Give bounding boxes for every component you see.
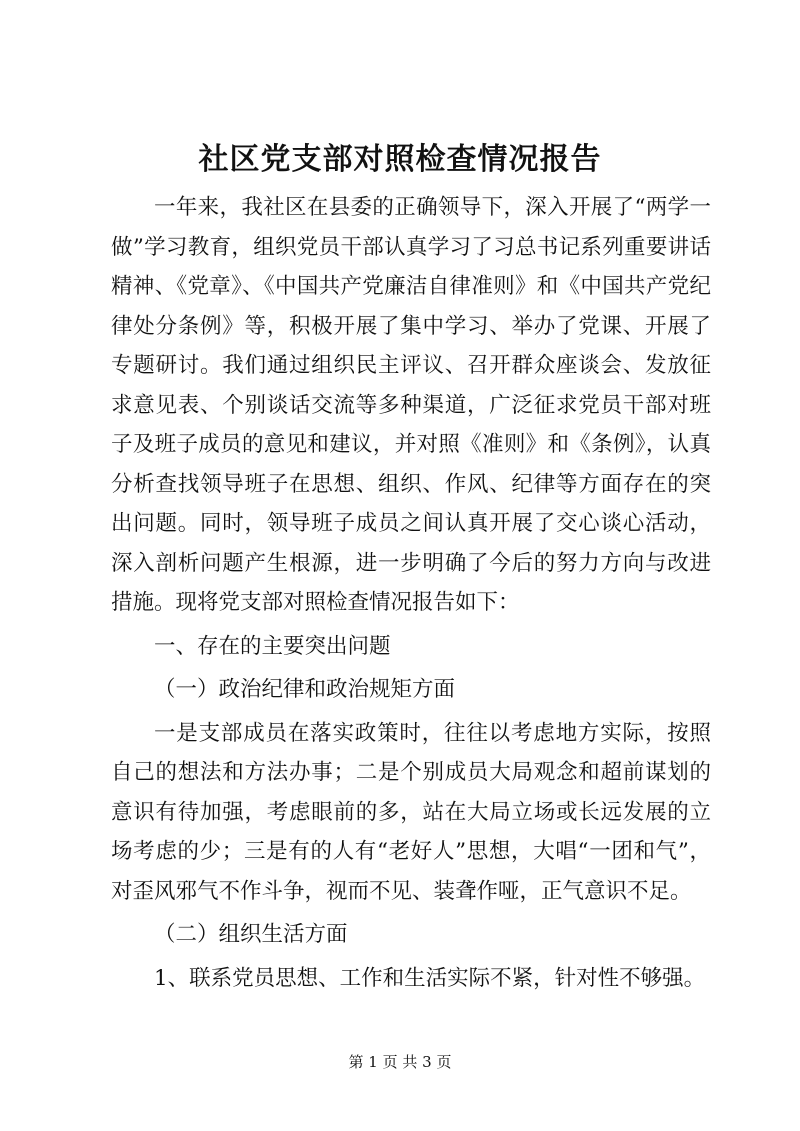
subsection-heading-political-discipline: （一）政治纪律和政治规矩方面 xyxy=(154,677,456,702)
subsection-heading-organizational-life: （二）组织生活方面 xyxy=(154,922,348,947)
page-number-footer: 第 1 页 共 3 页 xyxy=(348,1053,452,1071)
document-title: 社区党支部对照检查情况报告 xyxy=(198,142,602,177)
intro-paragraph: 一年来，我社区在县委的正确领导下，深入开展了“两学一做”学习教育，组织党员干部认真学习了习总书记系列重要讲话精神、《党章》、《中国共产党廉洁自律准则》和《中国共产党纪律处分条例》等，积极开展了集中学习、举办了党课、开展了专题研讨。我们通过组织民主评议、召开群众座谈会、发放征求意见表、个别谈话交流等多种渠道，广泛征求党员干部对班子及班子成员的意见和建议，并对照《准则》和《条例》，认真分析查找领导班子在思想、组织、作风、纪律等方面存在的突出问题。同时，领导班子成员之间认真开展了交心谈心活动，深入剖析问题产生根源，进一步明确了今后的努力方向与改进措施。现将党支部对照检查情况报告如下： xyxy=(111,195,711,615)
political-discipline-paragraph: 一是支部成员在落实政策时，往往以考虑地方实际，按照自己的想法和方法办事；二是个别成员大局观念和超前谋划的意识有待加强，考虑眼前的多，站在大局立场或长远发展的立场考虑的少；三是有的人有“老好人”思想，大唱“一团和气”，对歪风邪气不作斗争，视而不见、装聋作哑，正气意识不足。 xyxy=(111,720,711,904)
organizational-life-item-1: 1、联系党员思想、工作和生活实际不紧，针对性不够强。 xyxy=(154,965,706,991)
document-body xyxy=(111,188,711,998)
section-heading-problems: 一、存在的主要突出问题 xyxy=(154,633,391,659)
